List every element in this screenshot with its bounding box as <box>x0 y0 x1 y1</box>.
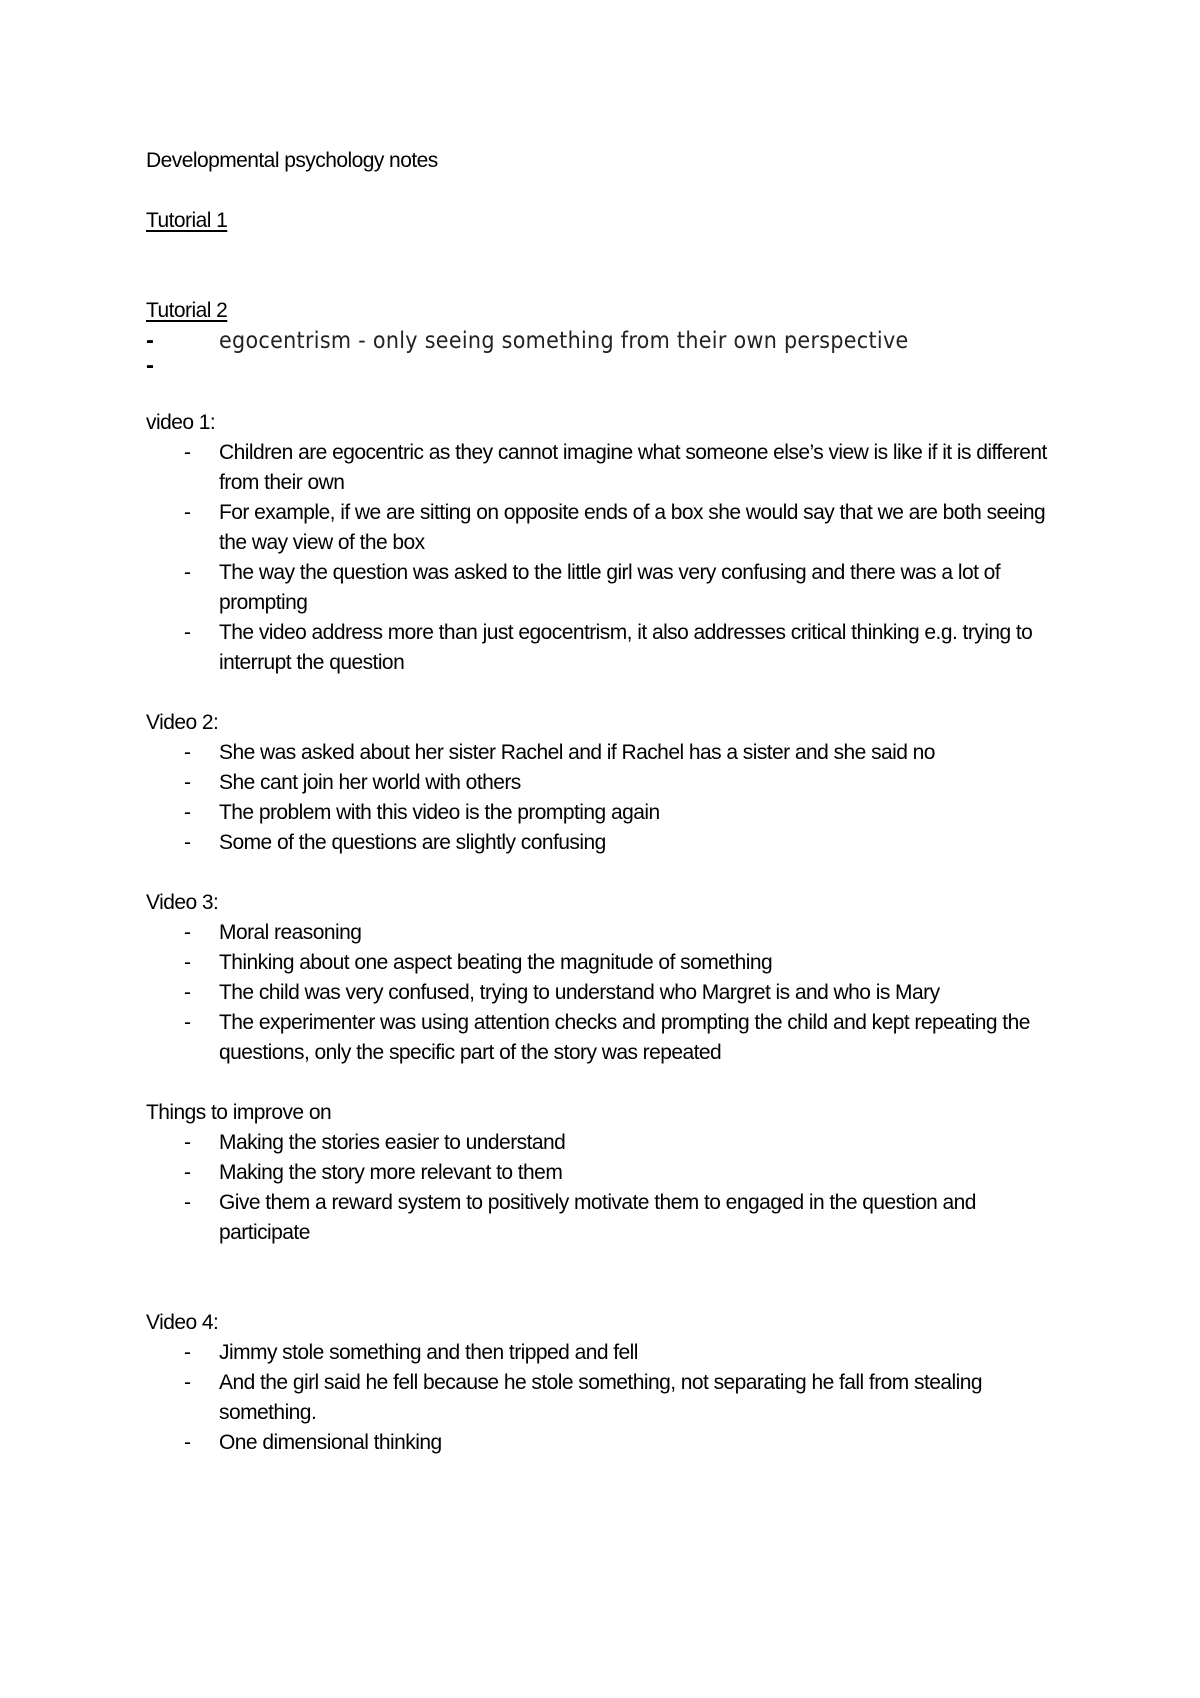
list-item <box>146 1428 1066 1458</box>
list-item <box>146 558 1066 618</box>
list-item-text: She cant join her world with others <box>219 771 521 794</box>
bullet-dash: - <box>184 921 191 944</box>
list-item <box>146 1188 1066 1248</box>
tutorial-2-heading: Tutorial 2 <box>146 299 228 322</box>
list-item <box>146 1128 1066 1158</box>
list-item <box>146 768 1066 798</box>
list-item-text: The experimenter was using attention checks and prompting the child and kept repeating the questions, only the specific part of the story was repeated <box>219 1011 1030 1064</box>
bullet-dash: - <box>184 621 191 644</box>
list-item-text: The problem with this video is the prompting again <box>219 801 660 824</box>
list-item-text: For example, if we are sitting on opposite ends of a box she would say that we are both seeing the way view of the box <box>219 501 1046 554</box>
bullet-dash: - <box>184 561 191 584</box>
list-item-text: She was asked about her sister Rachel and if Rachel has a sister and she said no <box>219 741 935 764</box>
section-list-video-2 <box>146 738 1066 858</box>
bullet-dash: - <box>184 801 191 824</box>
section-heading-video-1: video 1: <box>146 411 216 434</box>
list-item <box>146 618 1066 678</box>
list-item <box>146 828 1066 858</box>
section-list-video-4 <box>146 1338 1066 1458</box>
list-item <box>146 1158 1066 1188</box>
list-item <box>146 1008 1066 1068</box>
list-item-text: And the girl said he fell because he stole something, not separating he fall from stealing something. <box>219 1371 982 1424</box>
bullet-dash: - <box>184 831 191 854</box>
list-item-text: The child was very confused, trying to understand who Margret is and who is Mary <box>219 981 940 1004</box>
section-heading-improvements: Things to improve on <box>146 1101 332 1124</box>
bullet-dash: - <box>184 1011 191 1034</box>
list-item <box>146 1368 1066 1428</box>
document-body <box>146 146 1066 1458</box>
list-item <box>146 978 1066 1008</box>
bullet-dash: - <box>184 1161 191 1184</box>
tutorial-2-item <box>146 326 1066 356</box>
document-title: Developmental psychology notes <box>146 149 438 172</box>
tutorial-2-empty-item <box>146 352 1066 382</box>
list-item <box>146 948 1066 978</box>
list-item <box>146 798 1066 828</box>
tutorial-2-item-text: egocentrism - only seeing something from their own perspective <box>219 328 909 354</box>
list-item-text: Making the stories easier to understand <box>219 1131 566 1154</box>
list-item <box>146 438 1066 498</box>
list-item-text: Some of the questions are slightly confusing <box>219 831 606 854</box>
section-heading-video-3: Video 3: <box>146 891 219 914</box>
section-heading-video-2: Video 2: <box>146 711 219 734</box>
list-item-text: Children are egocentric as they cannot imagine what someone else’s view is like if it is different from their own <box>219 441 1047 494</box>
bullet-dash: - <box>184 1371 191 1394</box>
list-item-text: Give them a reward system to positively motivate them to engaged in the question and participate <box>219 1191 976 1244</box>
section-list-video-1 <box>146 438 1066 678</box>
section-heading-video-4: Video 4: <box>146 1311 219 1334</box>
list-item-text: The way the question was asked to the little girl was very confusing and there was a lot of prompting <box>219 561 1001 614</box>
bullet-dash: - <box>184 1131 191 1154</box>
section-list-video-3 <box>146 918 1066 1068</box>
list-item <box>146 918 1066 948</box>
bullet-dash: - <box>184 441 191 464</box>
bullet-dash: - <box>184 1341 191 1364</box>
bullet-dash: - <box>184 951 191 974</box>
list-item <box>146 1338 1066 1368</box>
bullet-dash: - <box>146 327 154 354</box>
list-item-text: Making the story more relevant to them <box>219 1161 563 1184</box>
list-item-text: One dimensional thinking <box>219 1431 442 1454</box>
section-list-improvements <box>146 1128 1066 1248</box>
list-item-text: Jimmy stole something and then tripped and fell <box>219 1341 638 1364</box>
list-item <box>146 498 1066 558</box>
bullet-dash: - <box>146 352 154 379</box>
list-item <box>146 738 1066 768</box>
list-item-text: Moral reasoning <box>219 921 362 944</box>
bullet-dash: - <box>184 741 191 764</box>
tutorial-1-heading: Tutorial 1 <box>146 209 228 232</box>
bullet-dash: - <box>184 771 191 794</box>
bullet-dash: - <box>184 1431 191 1454</box>
bullet-dash: - <box>184 1191 191 1214</box>
bullet-dash: - <box>184 501 191 524</box>
list-item-text: The video address more than just egocentrism, it also addresses critical thinking e.g. trying to interrupt the question <box>219 621 1033 674</box>
bullet-dash: - <box>184 981 191 1004</box>
list-item-text: Thinking about one aspect beating the magnitude of something <box>219 951 773 974</box>
